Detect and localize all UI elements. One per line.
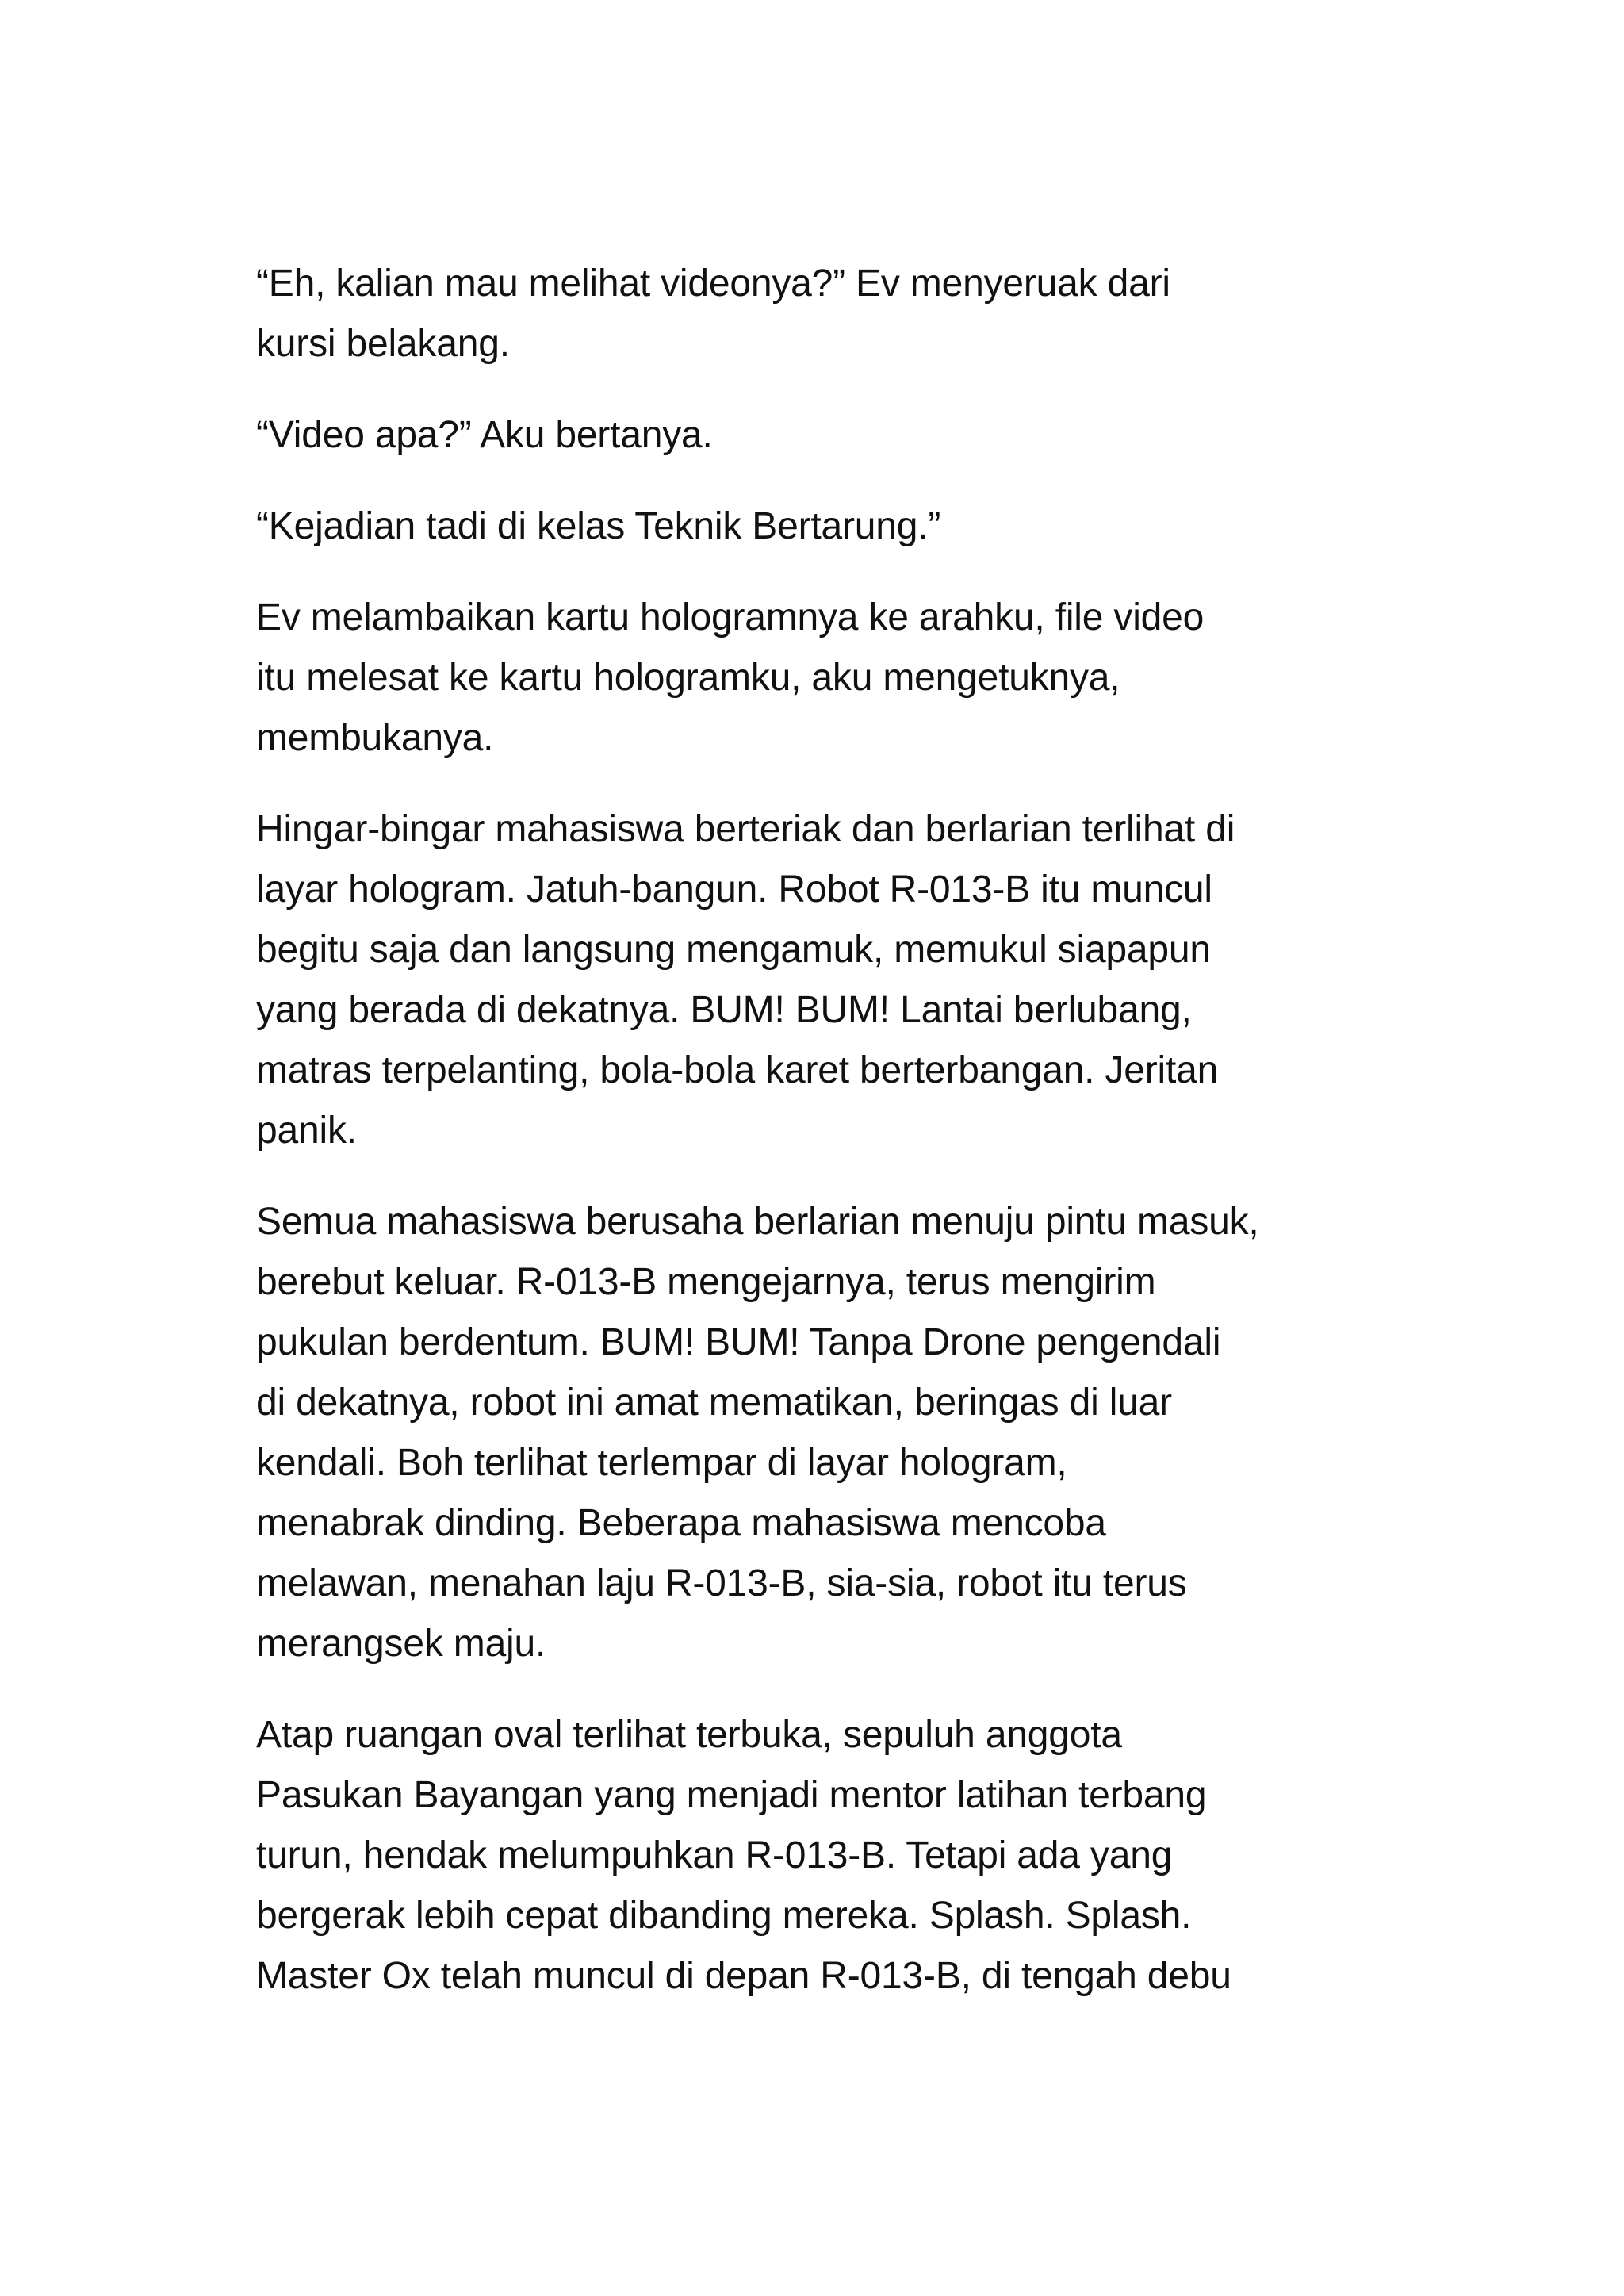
text-line: “Eh, kalian mau melihat videonya?” Ev menyeruak dari [256,263,1170,305]
text-line: di dekatnya, robot ini amat mematikan, beringas di luar [256,1382,1172,1424]
text-line: melawan, menahan laju R-013-B, sia-sia, robot itu terus [256,1562,1187,1604]
paragraph [256,799,1390,1161]
text-line: pukulan berdentum. BUM! BUM! Tanpa Drone pengendali [256,1321,1221,1363]
text-line: berebut keluar. R-013-B mengejarnya, terus mengirim [256,1261,1156,1303]
paragraph [256,1705,1390,2007]
text-line: begitu saja dan langsung mengamuk, memukul siapapun [256,929,1211,971]
text-line: membukanya. [256,717,494,759]
text-line: “Kejadian tadi di kelas Teknik Bertarung.” [256,505,941,547]
text-line: Hingar-bingar mahasiswa berteriak dan berlarian terlihat di [256,808,1235,850]
paragraph [256,496,1390,557]
text-line: menabrak dinding. Beberapa mahasiswa mencoba [256,1502,1106,1544]
text-line: turun, hendak melumpuhkan R-013-B. Tetapi ada yang [256,1834,1173,1876]
text-line: Pasukan Bayangan yang menjadi mentor latihan terbang [256,1774,1207,1816]
text-line: matras terpelanting, bola-bola karet berterbangan. Jeritan [256,1049,1219,1091]
text-line: yang berada di dekatnya. BUM! BUM! Lantai berlubang, [256,989,1192,1031]
paragraph [256,1192,1390,1674]
paragraph [256,588,1390,769]
text-line: Semua mahasiswa berusaha berlarian menuju pintu masuk, [256,1201,1259,1243]
story-text [256,254,1390,2037]
text-line: Ev melambaikan kartu hologramnya ke arahku, file video [256,596,1205,638]
paragraph [256,405,1390,466]
text-line: kursi belakang. [256,323,510,365]
paragraph [256,254,1390,374]
text-line: layar hologram. Jatuh-bangun. Robot R-013-B itu muncul [256,868,1212,910]
text-line: itu melesat ke kartu hologramku, aku mengetuknya, [256,657,1120,699]
text-line: Atap ruangan oval terlihat terbuka, sepuluh anggota [256,1714,1122,1756]
text-line: merangsek maju. [256,1623,546,1665]
text-line: “Video apa?” Aku bertanya. [256,414,713,456]
text-line: panik. [256,1110,357,1152]
text-line: kendali. Boh terlihat terlempar di layar hologram, [256,1442,1067,1484]
text-line: bergerak lebih cepat dibanding mereka. Splash. Splash. [256,1895,1192,1937]
text-line: Master Ox telah muncul di depan R-013-B, di tengah debu [256,1955,1231,1997]
